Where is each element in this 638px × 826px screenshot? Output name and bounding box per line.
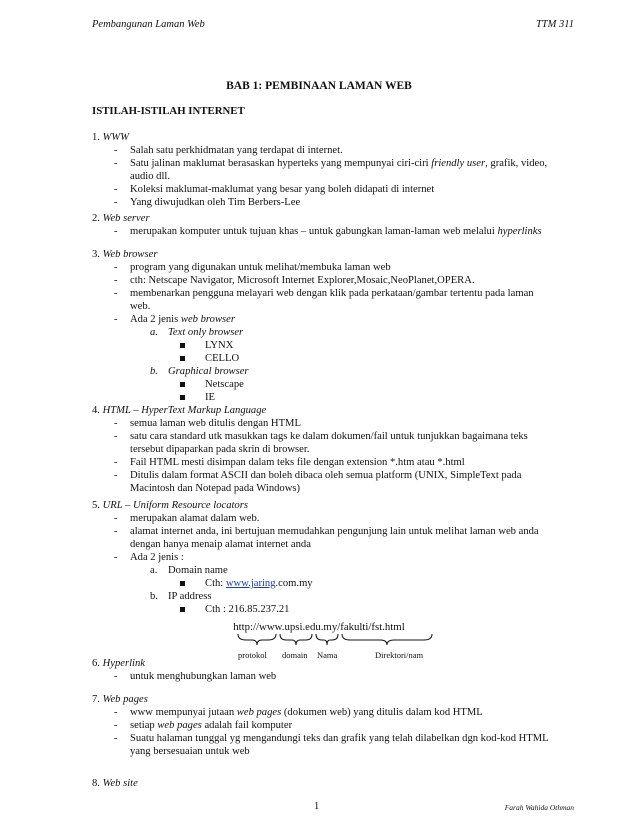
list-item: - semua laman web ditulis dengan HTML [114,418,301,429]
section-heading: 2. Web server [92,213,150,224]
jaring-link[interactable]: www.jaring [225,578,276,589]
header-left: Pembangunan Laman Web [92,19,205,30]
section-heading: 1. WWW [92,132,130,143]
sub-item: a. Text only browser [150,327,244,338]
list-item: - Salah satu perkhidmatan yang terdapat di internet. [114,145,343,156]
list-item: - Suatu halaman tunggal yg mengandungi teks dan grafik yang telah dilabelkan dgn kod-kod HTML yang bersesuaian untuk web [114,733,549,757]
section-web-pages [92,693,552,758]
list-item: - Yang diwujudkan oleh Tim Berbers-Lee [114,197,301,208]
list-item: - program yang digunakan untuk melihat/membuka laman web [114,262,391,273]
bullet-item: Cth: www.jaring.com.my [92,577,552,590]
bullet-item: LYNX [92,339,552,352]
section-html [92,404,552,495]
header-right: TTM 311 [535,19,574,30]
page-number: 1 [314,801,320,812]
sub-item: b. Graphical browser [150,366,249,377]
list-item: - merupakan alamat dalam web. [114,513,260,524]
url-braces-diagram [230,632,440,648]
section-www [92,131,552,209]
list-item: - Koleksi maklumat-maklumat yang besar yang boleh didapati di internet [114,184,435,195]
list-item: - Ada 2 jenis : [114,552,184,563]
list-item: - Fail HTML mesti disimpan dalam teks file dengan extension *.htm atau *.html [114,457,465,468]
list-item: - merupakan komputer untuk tujuan khas – untuk gabungkan laman-laman web melalui hyperlinks [114,226,542,237]
section-heading: 4. HTML – HyperText Markup Language [92,405,267,416]
square-bullet-icon [180,581,185,586]
square-bullet-icon [180,343,185,348]
url-label-protocol: protokol [238,650,267,660]
section-heading: 5. URL – Uniform Resource locators [92,500,248,511]
square-bullet-icon [180,607,185,612]
list-item: - membenarkan pengguna melayari web dengan klik pada perkataan/gambar tertentu pada laman web. [114,288,534,312]
square-bullet-icon [180,382,185,387]
page-title: BAB 1: PEMBINAAN LAMAN WEB [226,80,412,92]
section-heading: 7. Web pages [92,694,148,705]
square-bullet-icon [180,395,185,400]
section-web-server [92,212,552,238]
section-heading: 3. Web browser [92,249,158,260]
list-item: - Satu jalinan maklumat berasaskan hyperteks yang mempunyai ciri-ciri friendly user, grafik, video, audio dll. [114,158,548,182]
bullet-item: Cth : 216.85.237.21 [92,603,552,616]
bullet-item: IE [92,391,552,404]
list-item: - Ada 2 jenis web browser [114,314,235,325]
list-item: - untuk menghubungkan laman web [114,671,277,682]
bullet-item: CELLO [92,352,552,365]
list-item: - www mempunyai jutaan web pages (dokumen web) yang ditulis dalam kod HTML [114,707,483,718]
list-item: - setiap web pages adalah fail komputer [114,720,293,731]
square-bullet-icon [180,356,185,361]
list-item: - satu cara standard utk masukkan tags ke dalam dokumen/fail untuk tunjukkan bagaimana teks tersebut dipaparkan pada skrin di browser. [114,431,528,455]
section-subtitle: ISTILAH-ISTILAH INTERNET [92,105,245,117]
section-heading: 6. Hyperlink [92,658,145,669]
url-label-name: Nama [317,650,338,660]
list-item: - cth: Netscape Navigator, Microsoft Internet Explorer,Mosaic,NeoPlanet,OPERA. [114,275,475,286]
url-label-domain: domain [282,650,308,660]
url-example: http://www.upsi.edu.my/fakulti/fst.html [233,621,405,633]
list-item: - alamat internet anda, ini bertujuan memudahkan pengunjung lain untuk melihat laman web anda dengan hanya menaip alamat internet anda [114,526,539,550]
sub-item: b. IP address [150,591,212,602]
section-web-browser [92,248,552,404]
bullet-item: Netscape [92,378,552,391]
sub-item: a. Domain name [150,565,228,576]
list-item: - Ditulis dalam format ASCII dan boleh dibaca oleh semua platform (UNIX, SimpleText pada Macintosh dan Notepad pada Windows) [114,470,522,494]
footer-author: Farah Wahida Othman [504,803,574,812]
section-heading: 8. Web site [92,778,138,789]
section-web-site [92,777,552,790]
section-hyperlink [92,657,552,683]
section-url [92,499,552,616]
url-label-directory: Direktori/nam [375,650,424,660]
